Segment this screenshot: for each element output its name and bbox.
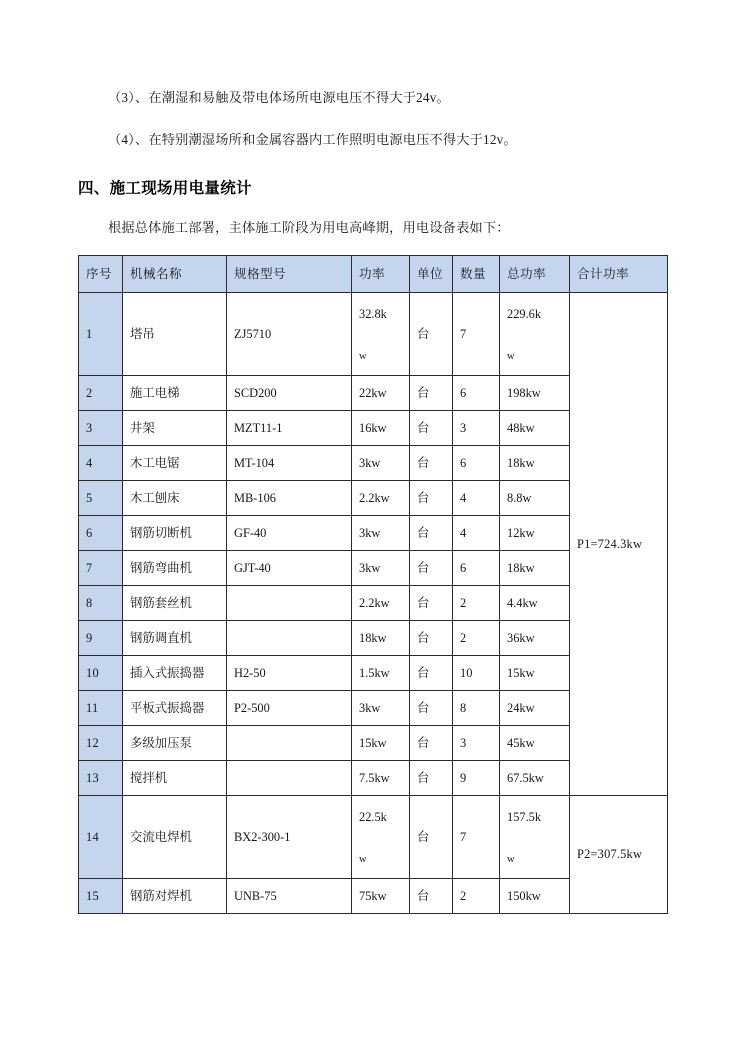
table-row <box>79 293 668 376</box>
cell-index: 10 <box>79 656 123 691</box>
header-machine: 机械名称 <box>123 256 227 293</box>
cell-total-line2: w <box>507 854 515 866</box>
cell-quantity: 3 <box>453 726 500 761</box>
cell-spec: UNB-75 <box>227 879 352 914</box>
cell-index: 3 <box>79 411 123 446</box>
cell-unit: 台 <box>410 376 453 411</box>
cell-unit: 台 <box>410 879 453 914</box>
equipment-power-table <box>78 255 668 914</box>
cell-spec: MB-106 <box>227 481 352 516</box>
cell-index: 7 <box>79 551 123 586</box>
cell-power: 3kw <box>352 446 410 481</box>
cell-total-power <box>500 293 570 376</box>
cell-power: 18kw <box>352 621 410 656</box>
cell-total-line1: 229.6k <box>507 307 542 322</box>
cell-total-power: 18kw <box>500 446 570 481</box>
cell-machine: 木工电锯 <box>123 446 227 481</box>
cell-index: 2 <box>79 376 123 411</box>
cell-power: 75kw <box>352 879 410 914</box>
table-body <box>79 293 668 914</box>
cell-spec: GJT-40 <box>227 551 352 586</box>
cell-index: 11 <box>79 691 123 726</box>
cell-quantity: 2 <box>453 586 500 621</box>
cell-machine: 施工电梯 <box>123 376 227 411</box>
paragraph-3: （3）、在潮湿和易触及带电体场所电源电压不得大于24v。 <box>108 90 450 105</box>
cell-spec <box>227 726 352 761</box>
cell-machine: 插入式振捣器 <box>123 656 227 691</box>
section-heading: 四、施工现场用电量统计 <box>78 179 252 197</box>
cell-unit: 台 <box>410 411 453 446</box>
header-power: 功率 <box>352 256 410 293</box>
cell-unit: 台 <box>410 446 453 481</box>
cell-unit: 台 <box>410 796 453 879</box>
cell-power: 2.2kw <box>352 481 410 516</box>
cell-unit: 台 <box>410 586 453 621</box>
table-header <box>79 256 668 293</box>
cell-power: 3kw <box>352 691 410 726</box>
cell-unit: 台 <box>410 726 453 761</box>
cell-machine: 塔吊 <box>123 293 227 376</box>
header-spec: 规格型号 <box>227 256 352 293</box>
cell-spec: BX2-300-1 <box>227 796 352 879</box>
cell-machine: 钢筋切断机 <box>123 516 227 551</box>
lead-in-paragraph: 根据总体施工部署，主体施工阶段为用电高峰期，用电设备表如下： <box>108 219 510 235</box>
cell-unit: 台 <box>410 516 453 551</box>
cell-machine: 钢筋调直机 <box>123 621 227 656</box>
cell-machine: 钢筋对焊机 <box>123 879 227 914</box>
cell-total-power: 150kw <box>500 879 570 914</box>
cell-unit: 台 <box>410 481 453 516</box>
cell-machine: 木工刨床 <box>123 481 227 516</box>
cell-power: 22kw <box>352 376 410 411</box>
cell-quantity: 4 <box>453 481 500 516</box>
cell-quantity: 4 <box>453 516 500 551</box>
header-unit: 单位 <box>410 256 453 293</box>
cell-power: 7.5kw <box>352 761 410 796</box>
cell-spec: ZJ5710 <box>227 293 352 376</box>
cell-total-power: 15kw <box>500 656 570 691</box>
cell-index: 14 <box>79 796 123 879</box>
cell-quantity: 7 <box>453 796 500 879</box>
cell-power-line2: w <box>359 351 367 363</box>
cell-quantity: 7 <box>453 293 500 376</box>
cell-index: 5 <box>79 481 123 516</box>
paragraph-4: （4）、在特别潮湿场所和金属容器内工作照明电源电压不得大于12v。 <box>108 131 517 147</box>
cell-unit: 台 <box>410 656 453 691</box>
cell-unit: 台 <box>410 691 453 726</box>
cell-spec <box>227 761 352 796</box>
cell-total-line2: w <box>507 351 515 363</box>
cell-total-power <box>500 796 570 879</box>
cell-quantity: 8 <box>453 691 500 726</box>
cell-quantity: 6 <box>453 446 500 481</box>
cell-index: 9 <box>79 621 123 656</box>
header-quantity: 数量 <box>453 256 500 293</box>
cell-index: 4 <box>79 446 123 481</box>
cell-index: 8 <box>79 586 123 621</box>
cell-machine: 钢筋套丝机 <box>123 586 227 621</box>
cell-quantity: 2 <box>453 879 500 914</box>
cell-spec: GF-40 <box>227 516 352 551</box>
cell-machine: 井架 <box>123 411 227 446</box>
cell-total-power: 67.5kw <box>500 761 570 796</box>
cell-unit: 台 <box>410 621 453 656</box>
cell-machine: 搅拌机 <box>123 761 227 796</box>
cell-total-power: 24kw <box>500 691 570 726</box>
cell-quantity: 10 <box>453 656 500 691</box>
cell-power <box>352 796 410 879</box>
cell-power-line1: 32.8k <box>359 307 387 322</box>
cell-machine: 多级加压泵 <box>123 726 227 761</box>
cell-spec: MT-104 <box>227 446 352 481</box>
cell-quantity: 9 <box>453 761 500 796</box>
cell-sum-p2: P2=307.5kw <box>570 796 668 914</box>
cell-quantity: 3 <box>453 411 500 446</box>
cell-index: 6 <box>79 516 123 551</box>
header-sum: 合计功率 <box>570 256 668 293</box>
cell-total-power: 4.4kw <box>500 586 570 621</box>
cell-index: 15 <box>79 879 123 914</box>
cell-sum-p1: P1=724.3kw <box>570 293 668 796</box>
cell-power: 1.5kw <box>352 656 410 691</box>
cell-total-power: 198kw <box>500 376 570 411</box>
cell-spec: P2-500 <box>227 691 352 726</box>
cell-total-power: 12kw <box>500 516 570 551</box>
cell-power: 3kw <box>352 551 410 586</box>
cell-power <box>352 293 410 376</box>
cell-spec: MZT11-1 <box>227 411 352 446</box>
cell-spec: SCD200 <box>227 376 352 411</box>
cell-index: 12 <box>79 726 123 761</box>
cell-machine: 交流电焊机 <box>123 796 227 879</box>
cell-spec: H2-50 <box>227 656 352 691</box>
header-index: 序号 <box>79 256 123 293</box>
cell-index: 1 <box>79 293 123 376</box>
cell-total-power: 18kw <box>500 551 570 586</box>
cell-power: 2.2kw <box>352 586 410 621</box>
cell-power: 15kw <box>352 726 410 761</box>
cell-total-power: 48kw <box>500 411 570 446</box>
cell-total-power: 36kw <box>500 621 570 656</box>
cell-spec <box>227 586 352 621</box>
document-body <box>78 88 668 914</box>
cell-index: 13 <box>79 761 123 796</box>
cell-quantity: 6 <box>453 551 500 586</box>
cell-total-power: 8.8w <box>500 481 570 516</box>
cell-power: 3kw <box>352 516 410 551</box>
cell-unit: 台 <box>410 551 453 586</box>
table-header-row <box>79 256 668 293</box>
cell-power-line2: w <box>359 854 367 866</box>
cell-spec <box>227 621 352 656</box>
cell-power: 16kw <box>352 411 410 446</box>
cell-quantity: 2 <box>453 621 500 656</box>
cell-quantity: 6 <box>453 376 500 411</box>
cell-machine: 钢筋弯曲机 <box>123 551 227 586</box>
cell-unit: 台 <box>410 761 453 796</box>
header-total: 总功率 <box>500 256 570 293</box>
cell-total-power: 45kw <box>500 726 570 761</box>
table-row <box>79 796 668 879</box>
cell-power-line1: 22.5k <box>359 810 387 825</box>
cell-machine: 平板式振捣器 <box>123 691 227 726</box>
cell-total-line1: 157.5k <box>507 810 542 825</box>
cell-unit: 台 <box>410 293 453 376</box>
